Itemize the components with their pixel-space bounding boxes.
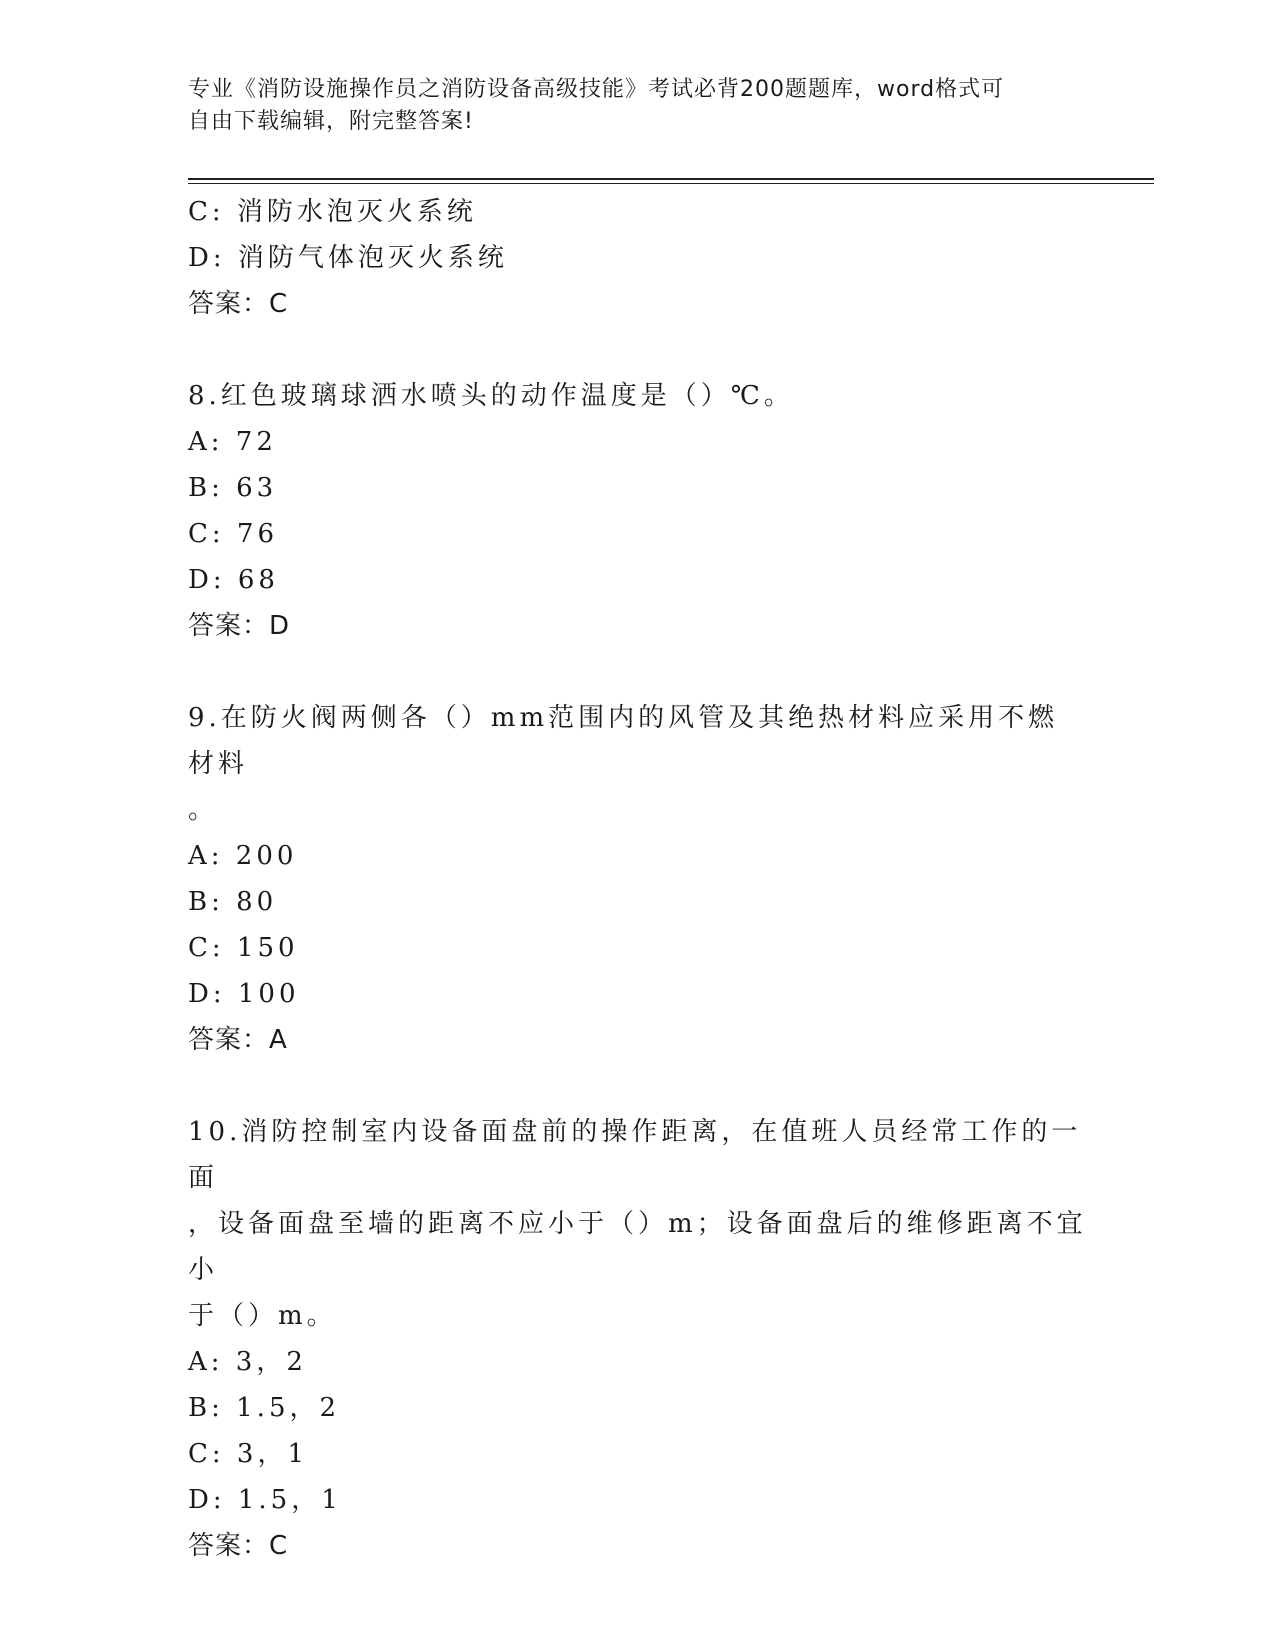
option-d: D: 消防气体泡灭火系统 bbox=[188, 243, 508, 273]
question-stem: 9.在防火阀两侧各（）mm范围内的风管及其绝热材料应采用不燃材料 bbox=[188, 703, 1059, 779]
answer-line: 答案：C bbox=[188, 1531, 289, 1561]
header-divider-thin bbox=[188, 183, 1154, 184]
option-d: D: 100 bbox=[188, 979, 300, 1009]
option-b: B: 63 bbox=[188, 473, 278, 503]
document-header bbox=[188, 74, 1068, 138]
answer-line: 答案：A bbox=[188, 1025, 288, 1055]
header-line-1: 专业《消防设施操作员之消防设备高级技能》考试必背200题题库，word格式可 bbox=[188, 77, 1005, 102]
option-a: A: 3，2 bbox=[188, 1347, 307, 1377]
option-c: C: 消防水泡灭火系统 bbox=[188, 197, 477, 227]
option-d: D: 68 bbox=[188, 565, 279, 595]
option-d: D: 1.5，1 bbox=[188, 1485, 342, 1515]
header-divider-thick bbox=[188, 178, 1154, 180]
question-10 bbox=[188, 1109, 1088, 1569]
question-stem: 8.红色玻璃球洒水喷头的动作温度是（）℃。 bbox=[188, 381, 794, 411]
option-b: B: 1.5，2 bbox=[188, 1393, 341, 1423]
option-a: A: 200 bbox=[188, 841, 298, 871]
spacer bbox=[188, 1063, 1088, 1109]
answer-line: 答案：D bbox=[188, 611, 291, 641]
option-a: A: 72 bbox=[188, 427, 277, 457]
question-list bbox=[188, 189, 1088, 1569]
spacer bbox=[188, 649, 1088, 695]
question-8 bbox=[188, 373, 1088, 649]
option-c: C: 150 bbox=[188, 933, 299, 963]
question-9 bbox=[188, 695, 1088, 1063]
question-stem-continued: ，设备面盘至墙的距离不应小于（）m；设备面盘后的维修距离不宜小 bbox=[188, 1209, 1087, 1285]
question-stem-continued: 。 bbox=[188, 795, 219, 825]
question-7-continued bbox=[188, 189, 1088, 327]
spacer bbox=[188, 327, 1088, 373]
question-stem: 10.消防控制室内设备面盘前的操作距离，在值班人员经常工作的一面 bbox=[188, 1117, 1082, 1193]
header-line-2: 自由下载编辑，附完整答案! bbox=[188, 109, 474, 134]
answer-line: 答案：C bbox=[188, 289, 289, 319]
option-c: C: 76 bbox=[188, 519, 279, 549]
option-b: B: 80 bbox=[188, 887, 278, 917]
option-c: C: 3，1 bbox=[188, 1439, 309, 1469]
question-stem-continued: 于（）m。 bbox=[188, 1301, 337, 1331]
